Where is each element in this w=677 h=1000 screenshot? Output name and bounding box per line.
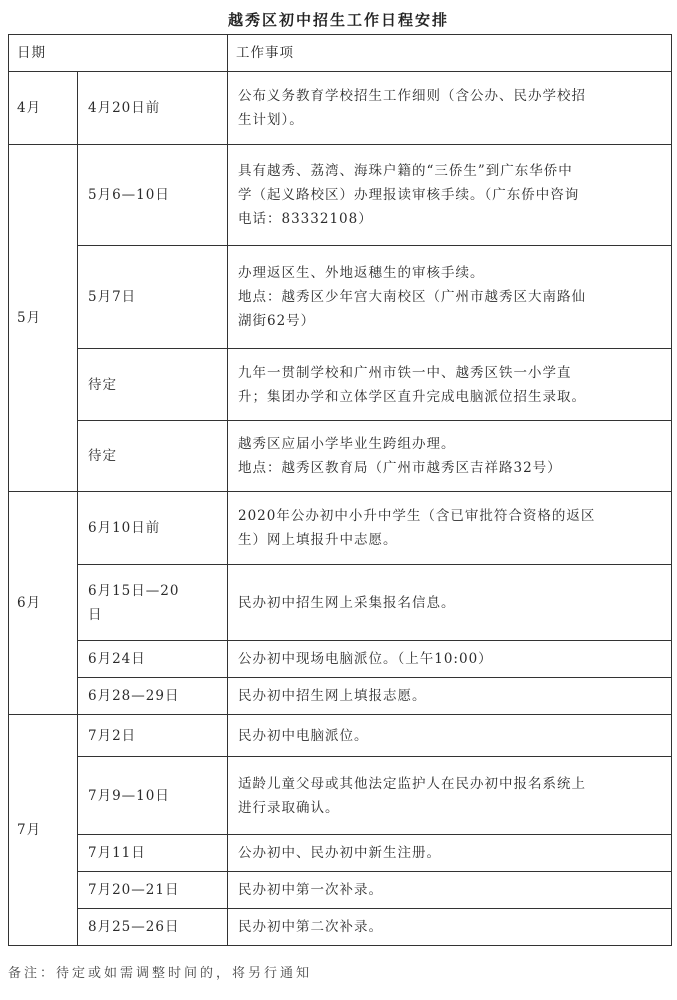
month-cell: 7月	[9, 715, 78, 946]
item-cell: 适龄儿童父母或其他法定监护人在民办初中报名系统上 进行录取确认。	[228, 757, 672, 835]
date-cell: 待定	[78, 421, 228, 492]
item-cell: 办理返区生、外地返穗生的审核手续。 地点：越秀区少年宫大南校区（广州市越秀区大南路仙 湖街62号）	[228, 246, 672, 349]
date-cell: 6月24日	[78, 641, 228, 678]
item-cell: 民办初中电脑派位。	[228, 715, 672, 757]
table-row	[9, 421, 672, 492]
date-cell: 待定	[78, 349, 228, 421]
item-cell: 具有越秀、荔湾、海珠户籍的“三侨生”到广东华侨中 学（起义路校区）办理报读审核手续。（广东侨中咨询 电话：83332108）	[228, 145, 672, 246]
table-row	[9, 909, 672, 946]
table-row	[9, 246, 672, 349]
item-cell: 公办初中、民办初中新生注册。	[228, 835, 672, 872]
table-row	[9, 565, 672, 641]
header-items: 工作事项	[228, 35, 672, 72]
date-cell: 7月2日	[78, 715, 228, 757]
date-cell: 4月20日前	[78, 72, 228, 145]
month-cell: 5月	[9, 145, 78, 492]
table-header-row	[9, 35, 672, 72]
item-cell: 民办初中招生网上采集报名信息。	[228, 565, 672, 641]
table-row	[9, 349, 672, 421]
item-cell: 公办初中现场电脑派位。（上午10:00）	[228, 641, 672, 678]
date-cell: 7月11日	[78, 835, 228, 872]
schedule-table	[8, 34, 672, 946]
item-cell: 越秀区应届小学毕业生跨组办理。 地点：越秀区教育局（广州市越秀区吉祥路32号）	[228, 421, 672, 492]
date-cell: 7月20—21日	[78, 872, 228, 909]
item-cell: 民办初中第一次补录。	[228, 872, 672, 909]
date-cell: 8月25—26日	[78, 909, 228, 946]
table-row	[9, 835, 672, 872]
table-row	[9, 145, 672, 246]
item-cell: 九年一贯制学校和广州市铁一中、越秀区铁一小学直 升；集团办学和立体学区直升完成电脑派位招生录取。	[228, 349, 672, 421]
table-row	[9, 641, 672, 678]
table-row	[9, 678, 672, 715]
footnote: 备注：待定或如需调整时间的，将另行通知	[8, 966, 313, 981]
date-cell: 6月15日—20 日	[78, 565, 228, 641]
item-cell: 民办初中第二次补录。	[228, 909, 672, 946]
table-row	[9, 757, 672, 835]
table-row	[9, 72, 672, 145]
date-cell: 6月28—29日	[78, 678, 228, 715]
table-row	[9, 492, 672, 565]
item-cell: 2020年公办初中小升中学生（含已审批符合资格的返区 生）网上填报升中志愿。	[228, 492, 672, 565]
table-row	[9, 715, 672, 757]
month-cell: 6月	[9, 492, 78, 715]
table-row	[9, 872, 672, 909]
page-title: 越秀区初中招生工作日程安排	[227, 11, 449, 29]
header-date: 日期	[9, 35, 228, 72]
item-cell: 民办初中招生网上填报志愿。	[228, 678, 672, 715]
date-cell: 5月6—10日	[78, 145, 228, 246]
date-cell: 6月10日前	[78, 492, 228, 565]
date-cell: 7月9—10日	[78, 757, 228, 835]
month-cell: 4月	[9, 72, 78, 145]
item-cell: 公布义务教育学校招生工作细则（含公办、民办学校招 生计划）。	[228, 72, 672, 145]
date-cell: 5月7日	[78, 246, 228, 349]
